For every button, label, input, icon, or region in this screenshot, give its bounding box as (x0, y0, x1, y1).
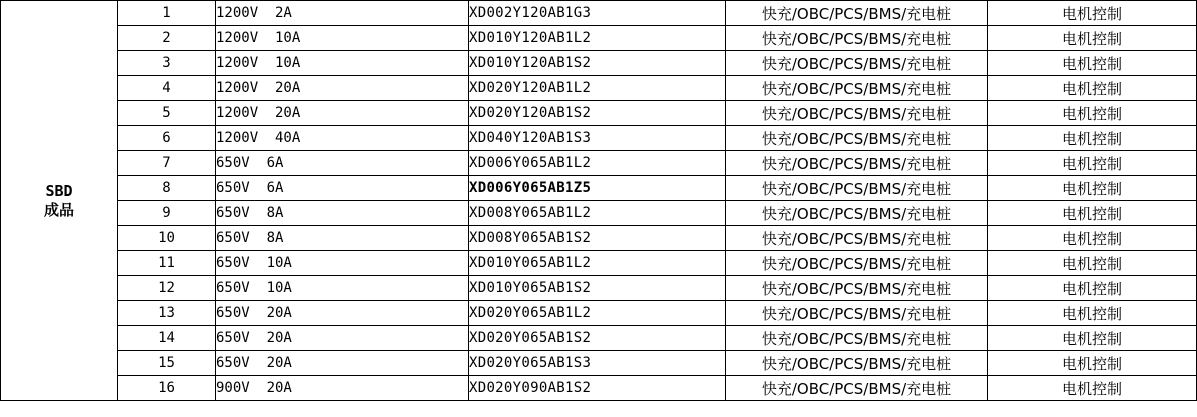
part-number-cell: XD020Y065AB1S2 (469, 326, 726, 351)
motor-control-cell: 电机控制 (988, 251, 1197, 276)
spec-cell: 650V 10A (216, 276, 469, 301)
applications-cell: 快充/OBC/PCS/BMS/充电桩 (726, 126, 988, 151)
row-number-cell: 16 (118, 376, 216, 401)
motor-control-cell: 电机控制 (988, 201, 1197, 226)
motor-control-cell: 电机控制 (988, 326, 1197, 351)
table-row (1, 151, 1197, 176)
table-row (1, 126, 1197, 151)
spec-cell: 1200V 10A (216, 51, 469, 76)
table-row (1, 376, 1197, 401)
row-number-cell: 13 (118, 301, 216, 326)
motor-control-cell: 电机控制 (988, 226, 1197, 251)
spec-cell: 650V 10A (216, 251, 469, 276)
part-number-cell: XD020Y120AB1S2 (469, 101, 726, 126)
row-number-cell: 2 (118, 26, 216, 51)
spec-cell: 650V 8A (216, 201, 469, 226)
table-row (1, 101, 1197, 126)
table-row (1, 76, 1197, 101)
row-number-cell: 12 (118, 276, 216, 301)
applications-cell: 快充/OBC/PCS/BMS/充电桩 (726, 101, 988, 126)
motor-control-cell: 电机控制 (988, 276, 1197, 301)
spec-cell: 650V 20A (216, 301, 469, 326)
table-row (1, 251, 1197, 276)
applications-cell: 快充/OBC/PCS/BMS/充电桩 (726, 51, 988, 76)
applications-cell: 快充/OBC/PCS/BMS/充电桩 (726, 276, 988, 301)
part-number-cell: XD010Y120AB1S2 (469, 51, 726, 76)
applications-cell: 快充/OBC/PCS/BMS/充电桩 (726, 26, 988, 51)
table-row (1, 176, 1197, 201)
motor-control-cell: 电机控制 (988, 1, 1197, 26)
row-number-cell: 14 (118, 326, 216, 351)
row-number-cell: 9 (118, 201, 216, 226)
applications-cell: 快充/OBC/PCS/BMS/充电桩 (726, 201, 988, 226)
row-number-cell: 11 (118, 251, 216, 276)
table-row (1, 1, 1197, 26)
table-row (1, 326, 1197, 351)
motor-control-cell: 电机控制 (988, 351, 1197, 376)
row-number-cell: 15 (118, 351, 216, 376)
applications-cell: 快充/OBC/PCS/BMS/充电桩 (726, 376, 988, 401)
spec-cell: 1200V 10A (216, 26, 469, 51)
part-number-cell: XD002Y120AB1G3 (469, 1, 726, 26)
applications-cell: 快充/OBC/PCS/BMS/充电桩 (726, 151, 988, 176)
motor-control-cell: 电机控制 (988, 376, 1197, 401)
table-row (1, 301, 1197, 326)
product-table-body (1, 1, 1197, 401)
motor-control-cell: 电机控制 (988, 151, 1197, 176)
part-number-cell: XD010Y065AB1S2 (469, 276, 726, 301)
applications-cell: 快充/OBC/PCS/BMS/充电桩 (726, 76, 988, 101)
motor-control-cell: 电机控制 (988, 301, 1197, 326)
spec-cell: 650V 20A (216, 351, 469, 376)
applications-cell: 快充/OBC/PCS/BMS/充电桩 (726, 326, 988, 351)
part-number-cell: XD020Y120AB1L2 (469, 76, 726, 101)
spec-cell: 650V 6A (216, 176, 469, 201)
spec-cell: 650V 20A (216, 326, 469, 351)
part-number-cell: XD006Y065AB1Z5 (469, 176, 726, 201)
spec-cell: 1200V 2A (216, 1, 469, 26)
table-row (1, 351, 1197, 376)
spec-cell: 1200V 40A (216, 126, 469, 151)
part-number-cell: XD008Y065AB1L2 (469, 201, 726, 226)
part-number-cell: XD010Y065AB1L2 (469, 251, 726, 276)
applications-cell: 快充/OBC/PCS/BMS/充电桩 (726, 176, 988, 201)
applications-cell: 快充/OBC/PCS/BMS/充电桩 (726, 301, 988, 326)
part-number-cell: XD020Y065AB1S3 (469, 351, 726, 376)
motor-control-cell: 电机控制 (988, 51, 1197, 76)
part-number-cell: XD040Y120AB1S3 (469, 126, 726, 151)
row-number-cell: 4 (118, 76, 216, 101)
applications-cell: 快充/OBC/PCS/BMS/充电桩 (726, 1, 988, 26)
table-row (1, 276, 1197, 301)
category-cell (1, 1, 118, 401)
row-number-cell: 5 (118, 101, 216, 126)
applications-cell: 快充/OBC/PCS/BMS/充电桩 (726, 226, 988, 251)
part-number-cell: XD020Y090AB1S2 (469, 376, 726, 401)
part-number-cell: XD010Y120AB1L2 (469, 26, 726, 51)
spec-cell: 650V 6A (216, 151, 469, 176)
spec-cell: 1200V 20A (216, 101, 469, 126)
spec-cell: 650V 8A (216, 226, 469, 251)
category-label-line1: SBD (45, 181, 73, 200)
spec-cell: 1200V 20A (216, 76, 469, 101)
row-number-cell: 7 (118, 151, 216, 176)
part-number-cell: XD006Y065AB1L2 (469, 151, 726, 176)
applications-cell: 快充/OBC/PCS/BMS/充电桩 (726, 351, 988, 376)
table-row (1, 26, 1197, 51)
part-number-cell: XD008Y065AB1S2 (469, 226, 726, 251)
row-number-cell: 10 (118, 226, 216, 251)
table-row (1, 201, 1197, 226)
category-label-line2: 成品 (43, 200, 74, 219)
motor-control-cell: 电机控制 (988, 101, 1197, 126)
row-number-cell: 8 (118, 176, 216, 201)
motor-control-cell: 电机控制 (988, 76, 1197, 101)
part-number-cell: XD020Y065AB1L2 (469, 301, 726, 326)
table-row (1, 226, 1197, 251)
applications-cell: 快充/OBC/PCS/BMS/充电桩 (726, 251, 988, 276)
motor-control-cell: 电机控制 (988, 176, 1197, 201)
spec-cell: 900V 20A (216, 376, 469, 401)
table-row (1, 51, 1197, 76)
row-number-cell: 6 (118, 126, 216, 151)
row-number-cell: 1 (118, 1, 216, 26)
motor-control-cell: 电机控制 (988, 26, 1197, 51)
motor-control-cell: 电机控制 (988, 126, 1197, 151)
row-number-cell: 3 (118, 51, 216, 76)
